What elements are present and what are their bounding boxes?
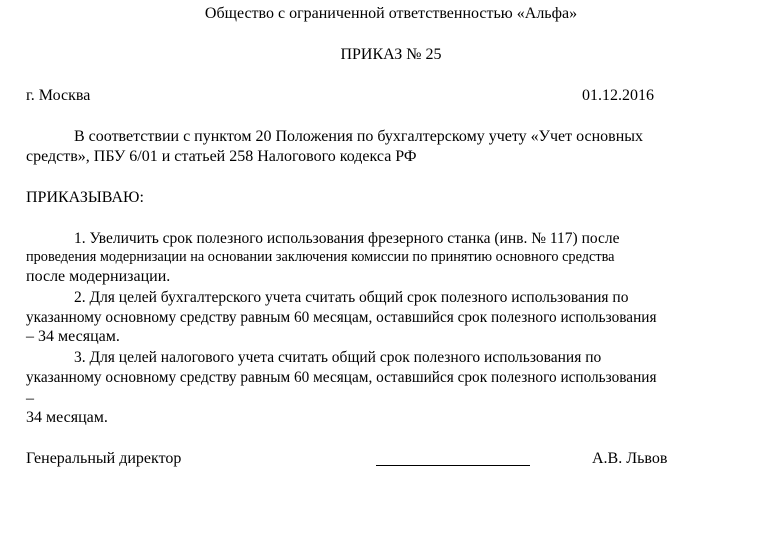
city: г. Москва [26,87,91,104]
signatory-position: Генеральный директор [26,450,182,467]
item-line: – 34 месяцам. [26,328,120,345]
item-line: – [26,390,34,407]
preamble-line: В соответствии с пунктом 20 Положения по бухгалтерскому учету «Учет основных [74,128,644,145]
item-line: 1. Увеличить срок полезного использования фрезерного станка (инв. № 117) после [74,230,620,247]
item-line: указанному основному средству равным 60 месяцам, оставшийся срок полезного использования [26,369,657,386]
preamble-line: средств», ПБУ 6/01 и статьей 258 Налогового кодекса РФ [26,148,417,165]
item-line: 3. Для целей налогового учета считать общий срок полезного использования по [74,349,602,366]
signature-line [376,465,530,466]
order-title: ПРИКАЗ № 25 [340,46,442,63]
item-line: указанному основному средству равным 60 месяцам, оставшийся срок полезного использования [26,309,657,326]
item-line: после модернизации. [26,268,171,285]
signatory-name: А.В. Львов [592,450,668,467]
organization-name: Общество с ограниченной ответственностью «Альфа» [204,5,578,22]
item-line: 2. Для целей бухгалтерского учета считать общий срок полезного использования по [74,289,629,306]
item-line: проведения модернизации на основании заключения комиссии по принятию основного средства [26,249,615,265]
order-word: ПРИКАЗЫВАЮ: [26,189,144,206]
date: 01.12.2016 [582,87,654,104]
item-line: 34 месяцам. [26,409,108,426]
